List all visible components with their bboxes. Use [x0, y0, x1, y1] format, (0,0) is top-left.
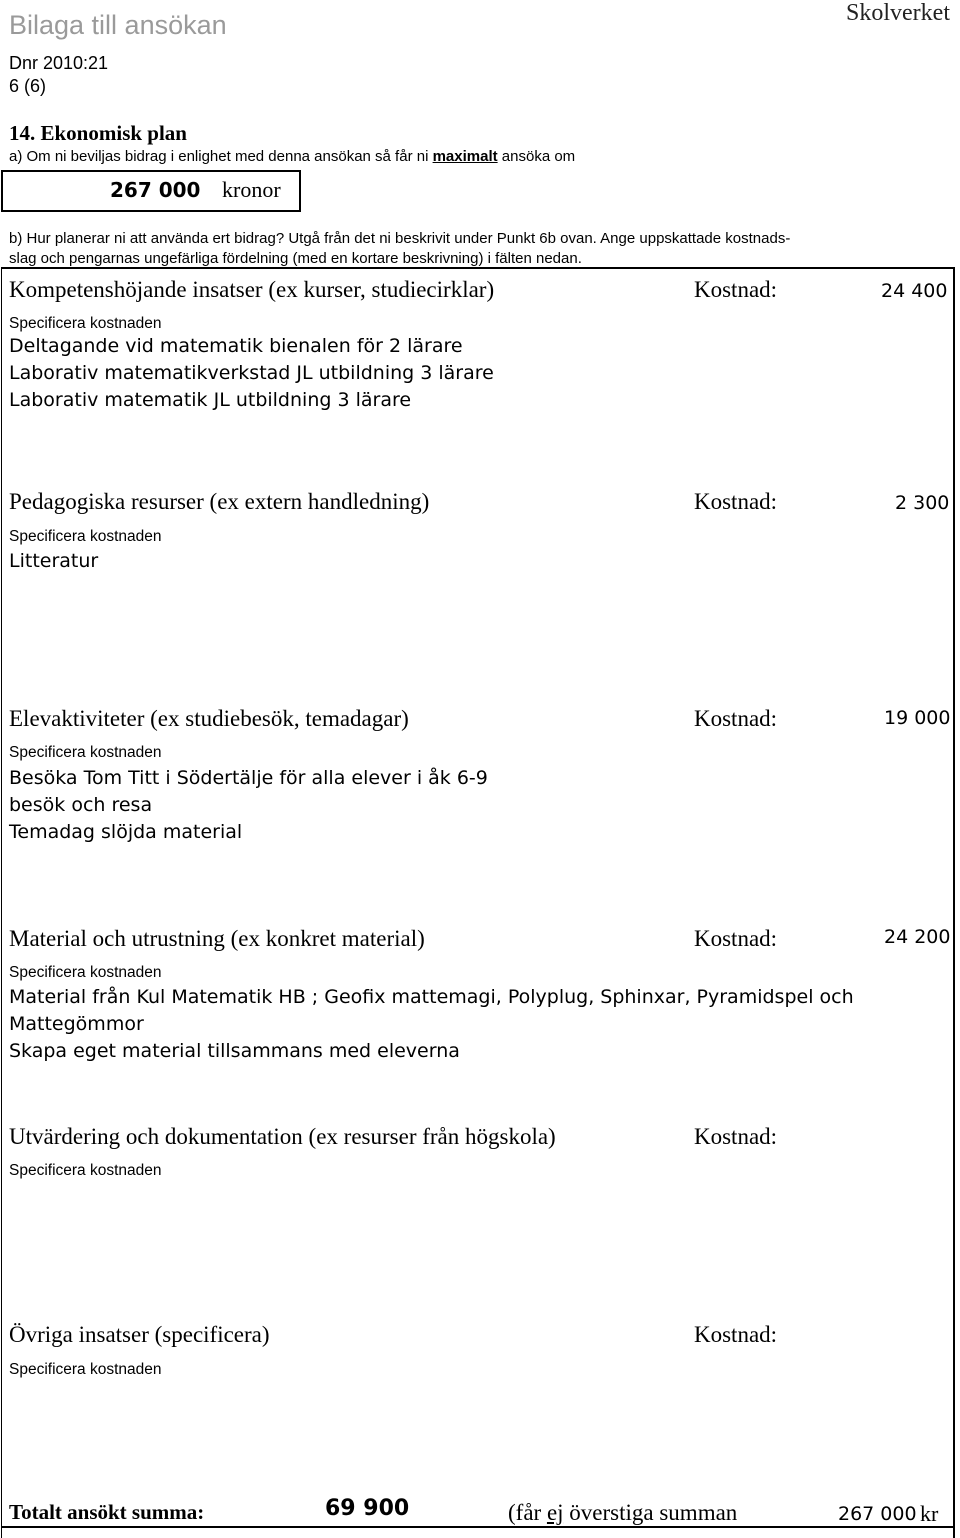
section-title: Elevaktiviteter (ex studiebesök, temadagar): [9, 706, 409, 731]
detail-line: Material från Kul Matematik HB ; Geofix mattemagi, Polyplug, Sphinxar, Pyramidspel och: [9, 986, 854, 1008]
section-title: Utvärdering och dokumentation (ex resurser från högskola): [9, 1124, 556, 1149]
detail-line: Laborativ matematik JL utbildning 3 lärare: [9, 389, 412, 411]
question-a: [9, 148, 575, 165]
question-b-line-1: b) Hur planerar ni att använda ert bidrag? Utgå från det ni beskrivit under Punkt 6b ovan. Ange uppskattade kostnads-: [9, 230, 791, 247]
detail-line: besök och resa: [9, 794, 153, 816]
specify-cost-label: Specificera kostnaden: [9, 744, 162, 761]
cost-label: Kostnad:: [694, 926, 778, 951]
page-number: 6 (6): [9, 76, 47, 96]
specify-cost-label: Specificera kostnaden: [9, 964, 162, 981]
detail-line: Mattegömmor: [9, 1013, 144, 1035]
detail-line: Litteratur: [9, 550, 99, 572]
section-title: Pedagogiska resurser (ex extern handledning): [9, 489, 430, 514]
cost-label: Kostnad:: [694, 277, 778, 302]
limit-unit: kr: [920, 1501, 939, 1526]
cost-label: Kostnad:: [694, 489, 778, 514]
cost-value-field[interactable]: 2 300: [895, 492, 950, 514]
limit-value: 267 000: [838, 1503, 917, 1525]
agency-logo: Skolverket: [846, 0, 950, 26]
max-amount-value: 267 000: [110, 178, 201, 202]
question-a-emphasis: maximalt: [432, 148, 498, 165]
detail-line: Deltagande vid matematik bienalen för 2 lärare: [9, 335, 463, 357]
cost-value-field[interactable]: 24 200: [884, 926, 951, 948]
question-a-post: ansöka om: [497, 148, 576, 165]
question-a-pre: a) Om ni beviljas bidrag i enlighet med denna ansökan så får ni: [9, 148, 433, 165]
total-value-field[interactable]: 69 900: [325, 1496, 410, 1521]
section-title: Kompetenshöjande insatser (ex kurser, studiecirklar): [9, 277, 495, 302]
detail-line: Laborativ matematikverkstad JL utbildning 3 lärare: [9, 362, 494, 384]
limit-note-emphasis: ej: [546, 1500, 564, 1525]
max-amount-unit: kronor: [222, 177, 281, 202]
cost-label: Kostnad:: [694, 1124, 778, 1149]
cost-value-field[interactable]: 19 000: [884, 707, 951, 729]
document-title: Bilaga till ansökan: [9, 10, 227, 40]
question-b-line-2: slag och pengarnas ungefärliga fördelning (med en kortare beskrivning) i fälten nedan.: [9, 250, 582, 267]
limit-note-post: överstiga summan: [563, 1500, 738, 1525]
section-title: Övriga insatser (specificera): [9, 1322, 270, 1347]
diary-number: Dnr 2010:21: [9, 53, 109, 73]
total-divider: [1, 1526, 955, 1529]
section-heading: 14. Ekonomisk plan: [9, 121, 187, 145]
detail-line: Temadag slöjda material: [9, 821, 243, 843]
limit-note: [508, 1500, 737, 1526]
specify-cost-label: Specificera kostnaden: [9, 315, 162, 332]
limit-note-pre: (får: [508, 1500, 547, 1525]
detail-line: Skapa eget material tillsammans med eleverna: [9, 1040, 460, 1062]
cost-label: Kostnad:: [694, 706, 778, 731]
specify-cost-label: Specificera kostnaden: [9, 528, 162, 545]
section-title: Material och utrustning (ex konkret material): [9, 926, 425, 951]
detail-line: Besöka Tom Titt i Södertälje för alla elever i åk 6-9: [9, 767, 488, 789]
specify-cost-label: Specificera kostnaden: [9, 1361, 162, 1378]
cost-label: Kostnad:: [694, 1322, 778, 1347]
specify-cost-label: Specificera kostnaden: [9, 1162, 162, 1179]
cost-value-field[interactable]: 24 400: [881, 280, 948, 302]
total-label: Totalt ansökt summa:: [9, 1500, 205, 1524]
